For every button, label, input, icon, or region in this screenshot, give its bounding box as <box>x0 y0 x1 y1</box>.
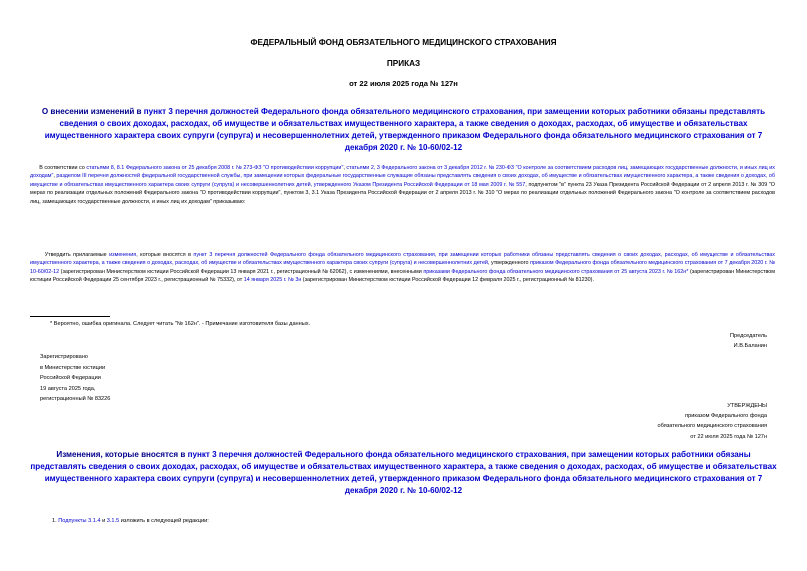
footnote-divider <box>30 316 110 317</box>
signature-name: И.В.Баланин <box>733 343 767 349</box>
order-heading <box>30 106 777 154</box>
p2-text-1: Утвердить прилагаемые <box>44 252 110 258</box>
p1-link-law-230[interactable]: статьями 2, 3 Федерального закона от 3 декабря 2012 г. № 230-ФЗ "О контроле за соответствием расходов лиц, замещающих государственные должности, и иных лиц их доходам" <box>30 165 775 180</box>
changes-heading <box>30 449 777 497</box>
p1-text-5: , пунктом 3, 3.1 Указа Президента Российской Федерации от 2 апреля 2013 г. № 310 "О мерах по реализации отдельных положений Федерального закона "О контроле за соответствием расходов лиц, замещающих государственные должности, и иных лиц их доходам" <box>30 190 775 205</box>
registration-line-4: 19 августа 2025 года, <box>40 385 96 392</box>
registration-block <box>40 352 110 405</box>
org-title: ФЕДЕРАЛЬНЫЙ ФОНД ОБЯЗАТЕЛЬНОГО МЕДИЦИНСКОГО СТРАХОВАНИЯ <box>250 38 557 47</box>
registration-line-5: регистрационный № 83226 <box>40 396 111 402</box>
p2-link-order-2020[interactable]: приказом Федерального фонда обязательного медицинского страхования от 7 декабря 2020 г. № 10-60/02-12 <box>30 260 775 275</box>
p2-text-2: , которые вносятся в <box>136 252 194 258</box>
p1-text-4: , подпунктом "в" пункта 23 Указа Президента Российской Федерации от 2 апреля 2013 г. № 309 "О мерах по реализации отдельных положений Федерального закона "О противодействии коррупции" <box>30 181 776 197</box>
p2-link-changes[interactable]: изменения <box>109 252 137 258</box>
p1-link-law-273[interactable]: статьями 8, 8.1 Федерального закона от 25 декабря 2008 г. № 273-ФЗ "О противодействии коррупции" <box>86 165 344 171</box>
p2-link-order-162n[interactable]: приказами Федерального фонда обязательного медицинского страхования от 25 августа 2023 г. № 162н* <box>423 268 689 275</box>
footnote: * Вероятно, ошибка оригинала. Следует читать "№ 162н". - Примечание изготовителя базы данных. <box>50 321 311 327</box>
approved-line-1: УТВЕРЖДЕНЫ <box>727 403 767 409</box>
preamble-paragraph <box>30 164 775 206</box>
p2-text-3: , утвержденного <box>487 260 531 267</box>
doc-type: ПРИКАЗ <box>386 59 421 68</box>
signature-block <box>730 331 767 351</box>
p1-link-decree-557[interactable]: разделом III перечня должностей федеральной государственной службы, при замещении которых федеральные государственные служащие обязаны представлять сведения о своих доходах, об имуществе и обязательствах имущественного характера, а также сведения о доходах, об имуществе и обязательствах имущественного характера своих супруги (супруга) и несовершеннолетних детей, утвержденного Указом Президента Российской Федерации от 18 мая 2009 г. № 557 <box>30 173 775 188</box>
approval-paragraph <box>30 251 775 285</box>
heading-prefix: О внесении изменений в <box>41 107 144 116</box>
item-link-3-1-4[interactable]: Подпункты 3.1.4 <box>58 518 101 524</box>
p2-text-5: (зарегистрирован Министерством юстиции Российской Федерации 25 сентября 2023 г., регистрационный № 75332), от <box>30 268 775 284</box>
item-number: 1. <box>52 518 59 524</box>
p1-text-6: приказываю: <box>211 198 246 205</box>
change-item-1 <box>52 518 209 524</box>
doc-date-number: от 22 июля 2025 года № 127н <box>349 79 458 88</box>
p1-text-3: , <box>53 173 57 180</box>
registration-line-3: Российской Федерации <box>40 375 101 381</box>
registration-line-2: в Министерстве юстиции <box>40 364 106 371</box>
approved-line-2: приказом Федерального фонда <box>685 413 767 420</box>
p2-link-order-3n[interactable]: 14 января 2025 г. № 3н <box>243 277 302 284</box>
p2-text-4: (зарегистрирован Министерством юстиции Российской Федерации 13 января 2021 г., регистрационный № 62062), с изменениями, внесенными <box>59 268 424 275</box>
signature-role: Председатель <box>729 333 767 339</box>
changes-heading-prefix: Изменения, которые вносятся в <box>56 450 188 459</box>
p1-text-1: В соответствии со <box>39 165 87 171</box>
approved-block <box>658 401 768 442</box>
p1-text-2: , <box>343 165 347 171</box>
registration-line-1: Зарегистрировано <box>40 354 88 360</box>
item-text-2: изложить в следующей редакции: <box>119 518 209 524</box>
item-text-1: и <box>100 518 107 524</box>
item-link-3-1-5[interactable]: 3.1.5 <box>106 518 120 524</box>
approved-line-4: от 22 июля 2025 года № 127н <box>690 433 767 440</box>
heading-link[interactable]: пункт 3 перечня должностей Федерального фонда обязательного медицинского страхования, при замещении которых работники обязаны представлять сведения о своих доходах, расходах, об имуществе и обязательствах имущественного характера, а также сведения о доходах, расходах, об имуществе и обязательствах имущественного характера своих супруги (супруга) и несовершеннолетних детей, утвержденного приказом Федерального фонда обязательного медицинского страхования от 7 декабря 2020 г. № 10-60/02-12 <box>44 107 766 152</box>
approved-line-3: обязательного медицинского страхования <box>657 423 767 430</box>
p2-text-6: (зарегистрирован Министерством юстиции Российской Федерации 12 февраля 2025 г., регистрационный № 81230). <box>301 277 594 284</box>
changes-heading-link[interactable]: пункт 3 перечня должностей Федерального фонда обязательного медицинского страхования, при замещении которых работники обязаны представлять сведения о своих доходах, расходах, об имуществе и обязательствах имущественного характера, а также сведения о доходах, расходах, об имуществе и обязательствах имущественного характера своих супруги (супруга) и несовершеннолетних детей, утвержденного приказом Федерального фонда обязательного медицинского страхования от 7 декабря 2020 г. № 10-60/02-12 <box>30 450 777 495</box>
p2-link-point-3[interactable]: пункт 3 перечня должностей Федерального фонда обязательного медицинского страхования, при замещении которых работники обязаны представлять сведения о своих доходах, расходах, об имуществе и обязательствах имущественного характера, а также сведения о доходах, расходах, об имуществе и обязательствах имущественного характера своих супруги (супруга) и несовершеннолетних детей <box>30 252 775 267</box>
